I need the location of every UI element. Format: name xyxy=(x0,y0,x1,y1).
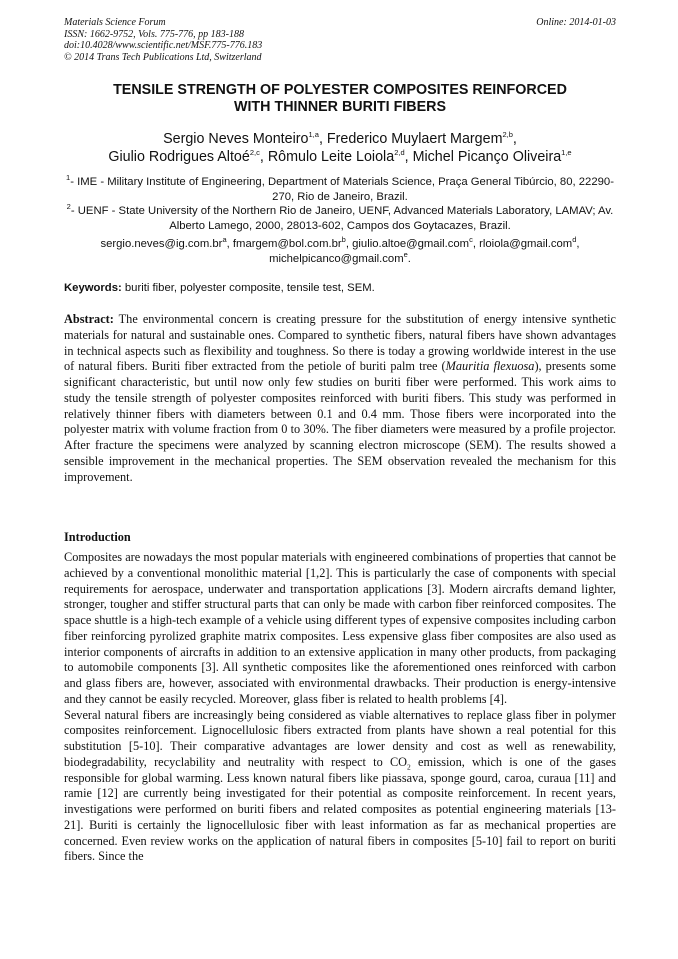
author-list xyxy=(64,130,616,166)
subscript: 2 xyxy=(407,762,411,772)
email-list xyxy=(64,237,616,267)
email-superscript: b xyxy=(341,235,346,245)
email-address: sergio.neves@ig.com.br xyxy=(100,238,223,250)
email-separator: , xyxy=(576,238,580,250)
species-name: Mauritia flexuosa xyxy=(445,359,535,374)
affiliation-superscript: 2 xyxy=(66,202,71,212)
affiliation-superscript: 1 xyxy=(66,173,71,183)
title-line-1: TENSILE STRENGTH OF POLYESTER COMPOSITES REINFORCED xyxy=(113,82,567,98)
email-superscript: e xyxy=(403,250,408,260)
author-name: Frederico Muylaert Margem xyxy=(326,131,503,147)
email-superscript: c xyxy=(469,235,473,245)
introduction-paragraph-2 xyxy=(64,708,616,866)
author-separator: , xyxy=(404,149,413,165)
email-superscript: d xyxy=(572,235,577,245)
author-name: Giulio Rodrigues Altoé xyxy=(108,149,250,165)
introduction-paragraph-1: Composites are nowadays the most popular materials with engineered combinations of properties that cannot be achieved by a conventional monolithic material [1,2]. This is particularly the case of components with special requirements for aerospace, underwater and transportation applications [3]. Modern aircrafts demand lighter, stronger, tougher and stiffer structural parts that can only be made with carbon fiber reinforced composites. The space shuttle is a high-tech example of a vehicle using different types of expensive composites including carbon fiber reinforcing pyrolized graphite matrix composites. Less expensive glass fiber composites are also used as interior components of aircrafts in addition to an extensive application in many other products, from packaging to automobile components [3]. All synthetic composites like the aforementioned ones reinforced with carbon and glass fibers are, however, associated with environmental drawbacks. Their production is energy-intensive and they cannot be easily recycled. Moreover, glass fiber is related to health problems [4]. xyxy=(64,550,616,706)
email-address: fmargem@bol.com.br xyxy=(232,238,342,250)
author-superscript: 2,d xyxy=(394,148,405,158)
journal-issn: ISSN: 1662-9752, Vols. 775-776, pp 183-188 xyxy=(64,28,244,40)
affiliation-2 xyxy=(64,204,616,234)
online-date: Online: 2014-01-03 xyxy=(536,17,616,28)
keywords-text: buriti fiber, polyester composite, tensile test, SEM. xyxy=(121,282,375,294)
email-separator: . xyxy=(407,253,411,265)
email-superscript: a xyxy=(222,235,227,245)
author-separator: , xyxy=(259,149,268,165)
keywords-label: Keywords: xyxy=(64,282,122,294)
abstract-text-2: ), presents some significant characteristic, but until now only few studies on buriti fiber were performed. This work aims to study the tensile strength of polyester composites reinforced with buriti fibers. This study was performed in relatively thinner fibers with diameters between 0.1 and 0.4 mm. Those fibers were incorporated into the polyester matrix with volume fraction from 0 to 30%. The fiber diameters were measured by a profile projector. After fracture the specimens were analyzed by scanning electron microscope (SEM). The results showed a sensible improvement in the mechanical properties. The SEM observation revealed the mechanism for this improvement. xyxy=(64,359,616,484)
introduction-text: emission, which is one of the gases responsible for global warming. Less known natural fibers like piassava, sponge gourd, caroa, curaua [11] and ramie [12] are currently being investigated for their potential as composite reinforcement. In recent years, investigations were performed on buriti fibers and related composites as potential engineering materials [13-21]. Buriti is certainly the lignocellulosic fiber with least information as far as mechanical properties are concerned. Even review works on the application of natural fibers in composites [5-10] fail to report on buriti fibers. Since the xyxy=(64,754,616,864)
author-superscript: 1,e xyxy=(561,148,572,158)
abstract xyxy=(64,312,616,485)
author-separator: , xyxy=(318,131,327,147)
email-address: giulio.altoe@gmail.com xyxy=(352,238,470,250)
author-name: Sergio Neves Monteiro xyxy=(163,131,309,147)
affiliation-text: - IME - Military Institute of Engineering, Department of Materials Science, Praça General Tibúrcio, 80, 22290-270, Rio de Janeiro, Brazil. xyxy=(70,176,614,203)
email-address: rloiola@gmail.com xyxy=(479,238,573,250)
paper-title xyxy=(64,82,616,116)
section-heading-introduction: Introduction xyxy=(64,530,131,544)
affiliation-text: - UENF - State University of the Northern Rio de Janeiro, UENF, Advanced Materials Laboratory, LAMAV; Av. Alberto Lamego, 2000, 28013-602, Campos dos Goytacazes, Brazil. xyxy=(70,205,614,232)
journal-name: Materials Science Forum xyxy=(64,17,166,28)
author-superscript: 2,c xyxy=(249,148,260,158)
abstract-text-1: The environmental concern is creating pressure for the substitution of energy intensive synthetic materials for natural and sustainable ones. Compared to synthetic fibers, natural fibers have shown advantages in technical aspects such as flexibility and toughness. So there is today a growing worldwide interest in the use of natural fibers. Buriti fiber extracted from the petiole of buriti palm tree ( xyxy=(64,312,616,374)
email-separator: , xyxy=(226,238,233,250)
title-line-2: WITH THINNER BURITI FIBERS xyxy=(233,99,447,115)
author-name: Rômulo Leite Loiola xyxy=(267,149,395,165)
journal-copyright: © 2014 Trans Tech Publications Ltd, Switzerland xyxy=(64,51,262,63)
journal-doi: doi:10.4028/www.scientific.net/MSF.775-776.183 xyxy=(64,40,263,51)
abstract-label: Abstract: xyxy=(64,312,114,326)
email-address: michelpicanco@gmail.com xyxy=(269,253,404,265)
author-name: Michel Picanço Oliveira xyxy=(412,149,562,165)
journal-header xyxy=(64,17,616,63)
author-superscript: 1,a xyxy=(308,130,319,140)
keywords xyxy=(64,281,616,295)
introduction-body xyxy=(64,550,616,865)
author-separator: , xyxy=(512,131,517,147)
introduction-text: Several natural fibers are increasingly being considered as viable alternatives to replace glass fiber in polymer composites reinforcement. Lignocellulosic fibers extracted from plants have shown a real potential for this substitution [5-10]. Their comparative advantages are lower density and cost as well as renewability, biodegradability, recyclability and neutrality with respect to CO xyxy=(64,707,616,769)
email-separator: , xyxy=(472,238,480,250)
affiliation-1 xyxy=(64,175,616,205)
email-separator: , xyxy=(345,238,353,250)
author-superscript: 2,b xyxy=(502,130,513,140)
